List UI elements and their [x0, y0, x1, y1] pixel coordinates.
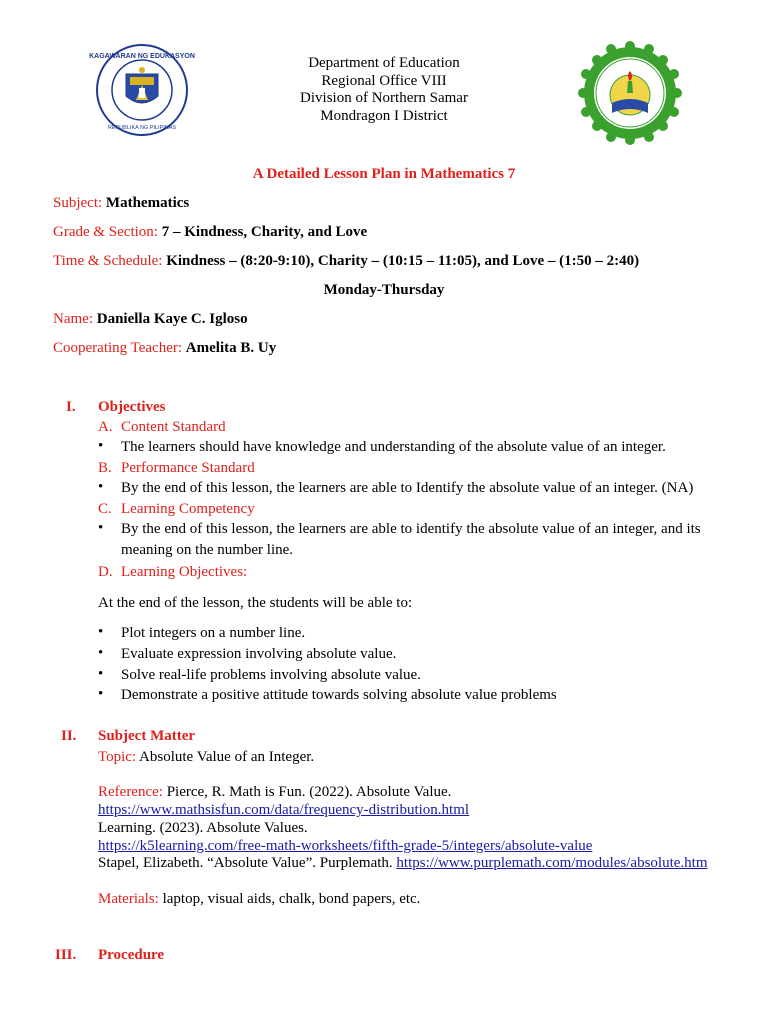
reference-text: Stapel, Elizabeth. “Absolute Value”. Purplemath.: [98, 855, 393, 871]
list-item: • The learners should have knowledge and understanding of the absolute value of an integer.: [98, 438, 666, 455]
procedure-heading: Procedure: [98, 947, 165, 963]
reference-link[interactable]: https://k5learning.com/free-math-worksheets/fifth-grade-5/integers/absolute-value: [98, 838, 593, 854]
grade-value: 7 – Kindness, Charity, and Love: [161, 224, 368, 240]
time-line: [53, 252, 639, 272]
svg-text:REPUBLIKA NG PILIPINAS: REPUBLIKA NG PILIPINAS: [107, 125, 177, 131]
bullet-icon: •: [98, 520, 104, 536]
schedule-days: Monday-Thursday: [323, 282, 445, 298]
list-letter: B.: [98, 460, 112, 476]
learning-objectives-heading: D. Learning Objectives:: [98, 563, 247, 583]
lesson-plan-title: A Detailed Lesson Plan in Mathematics 7: [252, 166, 516, 182]
document-header: [0, 0, 768, 150]
reference-text: Learning. (2023). Absolute Values.: [98, 820, 308, 836]
office-address: [260, 55, 508, 125]
bullet-icon: •: [98, 666, 104, 682]
materials-value: laptop, visual aids, chalk, bond papers, etc.: [162, 891, 421, 907]
reference-text: Pierce, R. Math is Fun. (2022). Absolute Value.: [166, 784, 452, 800]
grade-line: [53, 223, 367, 243]
list-item: • Plot integers on a number line.: [98, 624, 306, 641]
deped-seal-icon: [89, 44, 195, 136]
bullet-icon: •: [98, 624, 104, 640]
section-numeral: II.: [61, 728, 77, 744]
list-item: • Evaluate expression involving absolute value.: [98, 645, 397, 662]
teacher-label: Cooperating Teacher:: [53, 340, 183, 356]
list-letter: C.: [98, 501, 112, 517]
teacher-line: [53, 339, 276, 359]
teacher-value: Amelita B. Uy: [185, 340, 277, 356]
objectives-heading: Objectives: [98, 399, 166, 415]
reference-link[interactable]: https://www.purplemath.com/modules/absolute.htm: [396, 855, 708, 871]
subject-matter-heading: Subject Matter: [98, 728, 196, 744]
svg-text:KAGAWARAN NG EDUKASYON: KAGAWARAN NG EDUKASYON: [89, 53, 195, 60]
list-letter: A.: [98, 419, 113, 435]
name-value: Daniella Kaye C. Igloso: [96, 311, 248, 327]
list-letter: D.: [98, 564, 113, 580]
office-line: Department of Education: [308, 55, 460, 71]
reference-link[interactable]: https://www.mathsisfun.com/data/frequency-distribution.html: [98, 802, 470, 818]
topic-label: Topic:: [98, 749, 137, 765]
learning-competency-heading: C. Learning Competency: [98, 500, 255, 520]
materials-line: [98, 890, 420, 910]
time-value: Kindness – (8:20-9:10), Charity – (10:15 – 11:05), and Love – (1:50 – 2:40): [166, 253, 640, 269]
content-standard-heading: A. Content Standard: [98, 418, 226, 438]
reference-line: [98, 783, 451, 803]
reference-label: Reference:: [98, 784, 163, 800]
office-line: Regional Office VIII: [321, 72, 447, 89]
subject-line: [53, 194, 189, 214]
list-item: • By the end of this lesson, the learners are able to Identify the absolute value of an integer. (NA): [98, 479, 694, 496]
office-line: Division of Northern Samar: [300, 90, 468, 106]
performance-standard-heading: B. Performance Standard: [98, 459, 255, 479]
reference-link-row: [98, 801, 469, 821]
bullet-icon: •: [98, 438, 104, 454]
section-numeral: I.: [66, 399, 76, 415]
school-seal-icon: [580, 43, 680, 143]
objectives-intro: At the end of the lesson, the students will be able to:: [98, 595, 413, 611]
subject-value: Mathematics: [105, 195, 190, 211]
reference-line: [98, 854, 707, 874]
bullet-icon: •: [98, 479, 104, 495]
bullet-icon: •: [98, 686, 104, 702]
name-label: Name:: [53, 311, 93, 327]
bullet-icon: •: [98, 645, 104, 661]
list-item: • By the end of this lesson, the learners are able to identify the absolute value of an integer, and its meaning on the number line.: [98, 520, 701, 558]
topic-value: Absolute Value of an Integer.: [139, 749, 315, 765]
grade-label: Grade & Section:: [53, 224, 158, 240]
topic-line: [98, 748, 314, 768]
time-label: Time & Schedule:: [53, 253, 163, 269]
office-line: Mondragon I District: [320, 107, 448, 124]
name-line: [53, 310, 248, 330]
section-numeral: III.: [55, 947, 77, 963]
list-item: • Demonstrate a positive attitude towards solving absolute value problems: [98, 686, 557, 703]
list-item: • Solve real-life problems involving absolute value.: [98, 666, 421, 683]
subject-label: Subject:: [53, 195, 103, 211]
materials-label: Materials:: [98, 891, 159, 907]
